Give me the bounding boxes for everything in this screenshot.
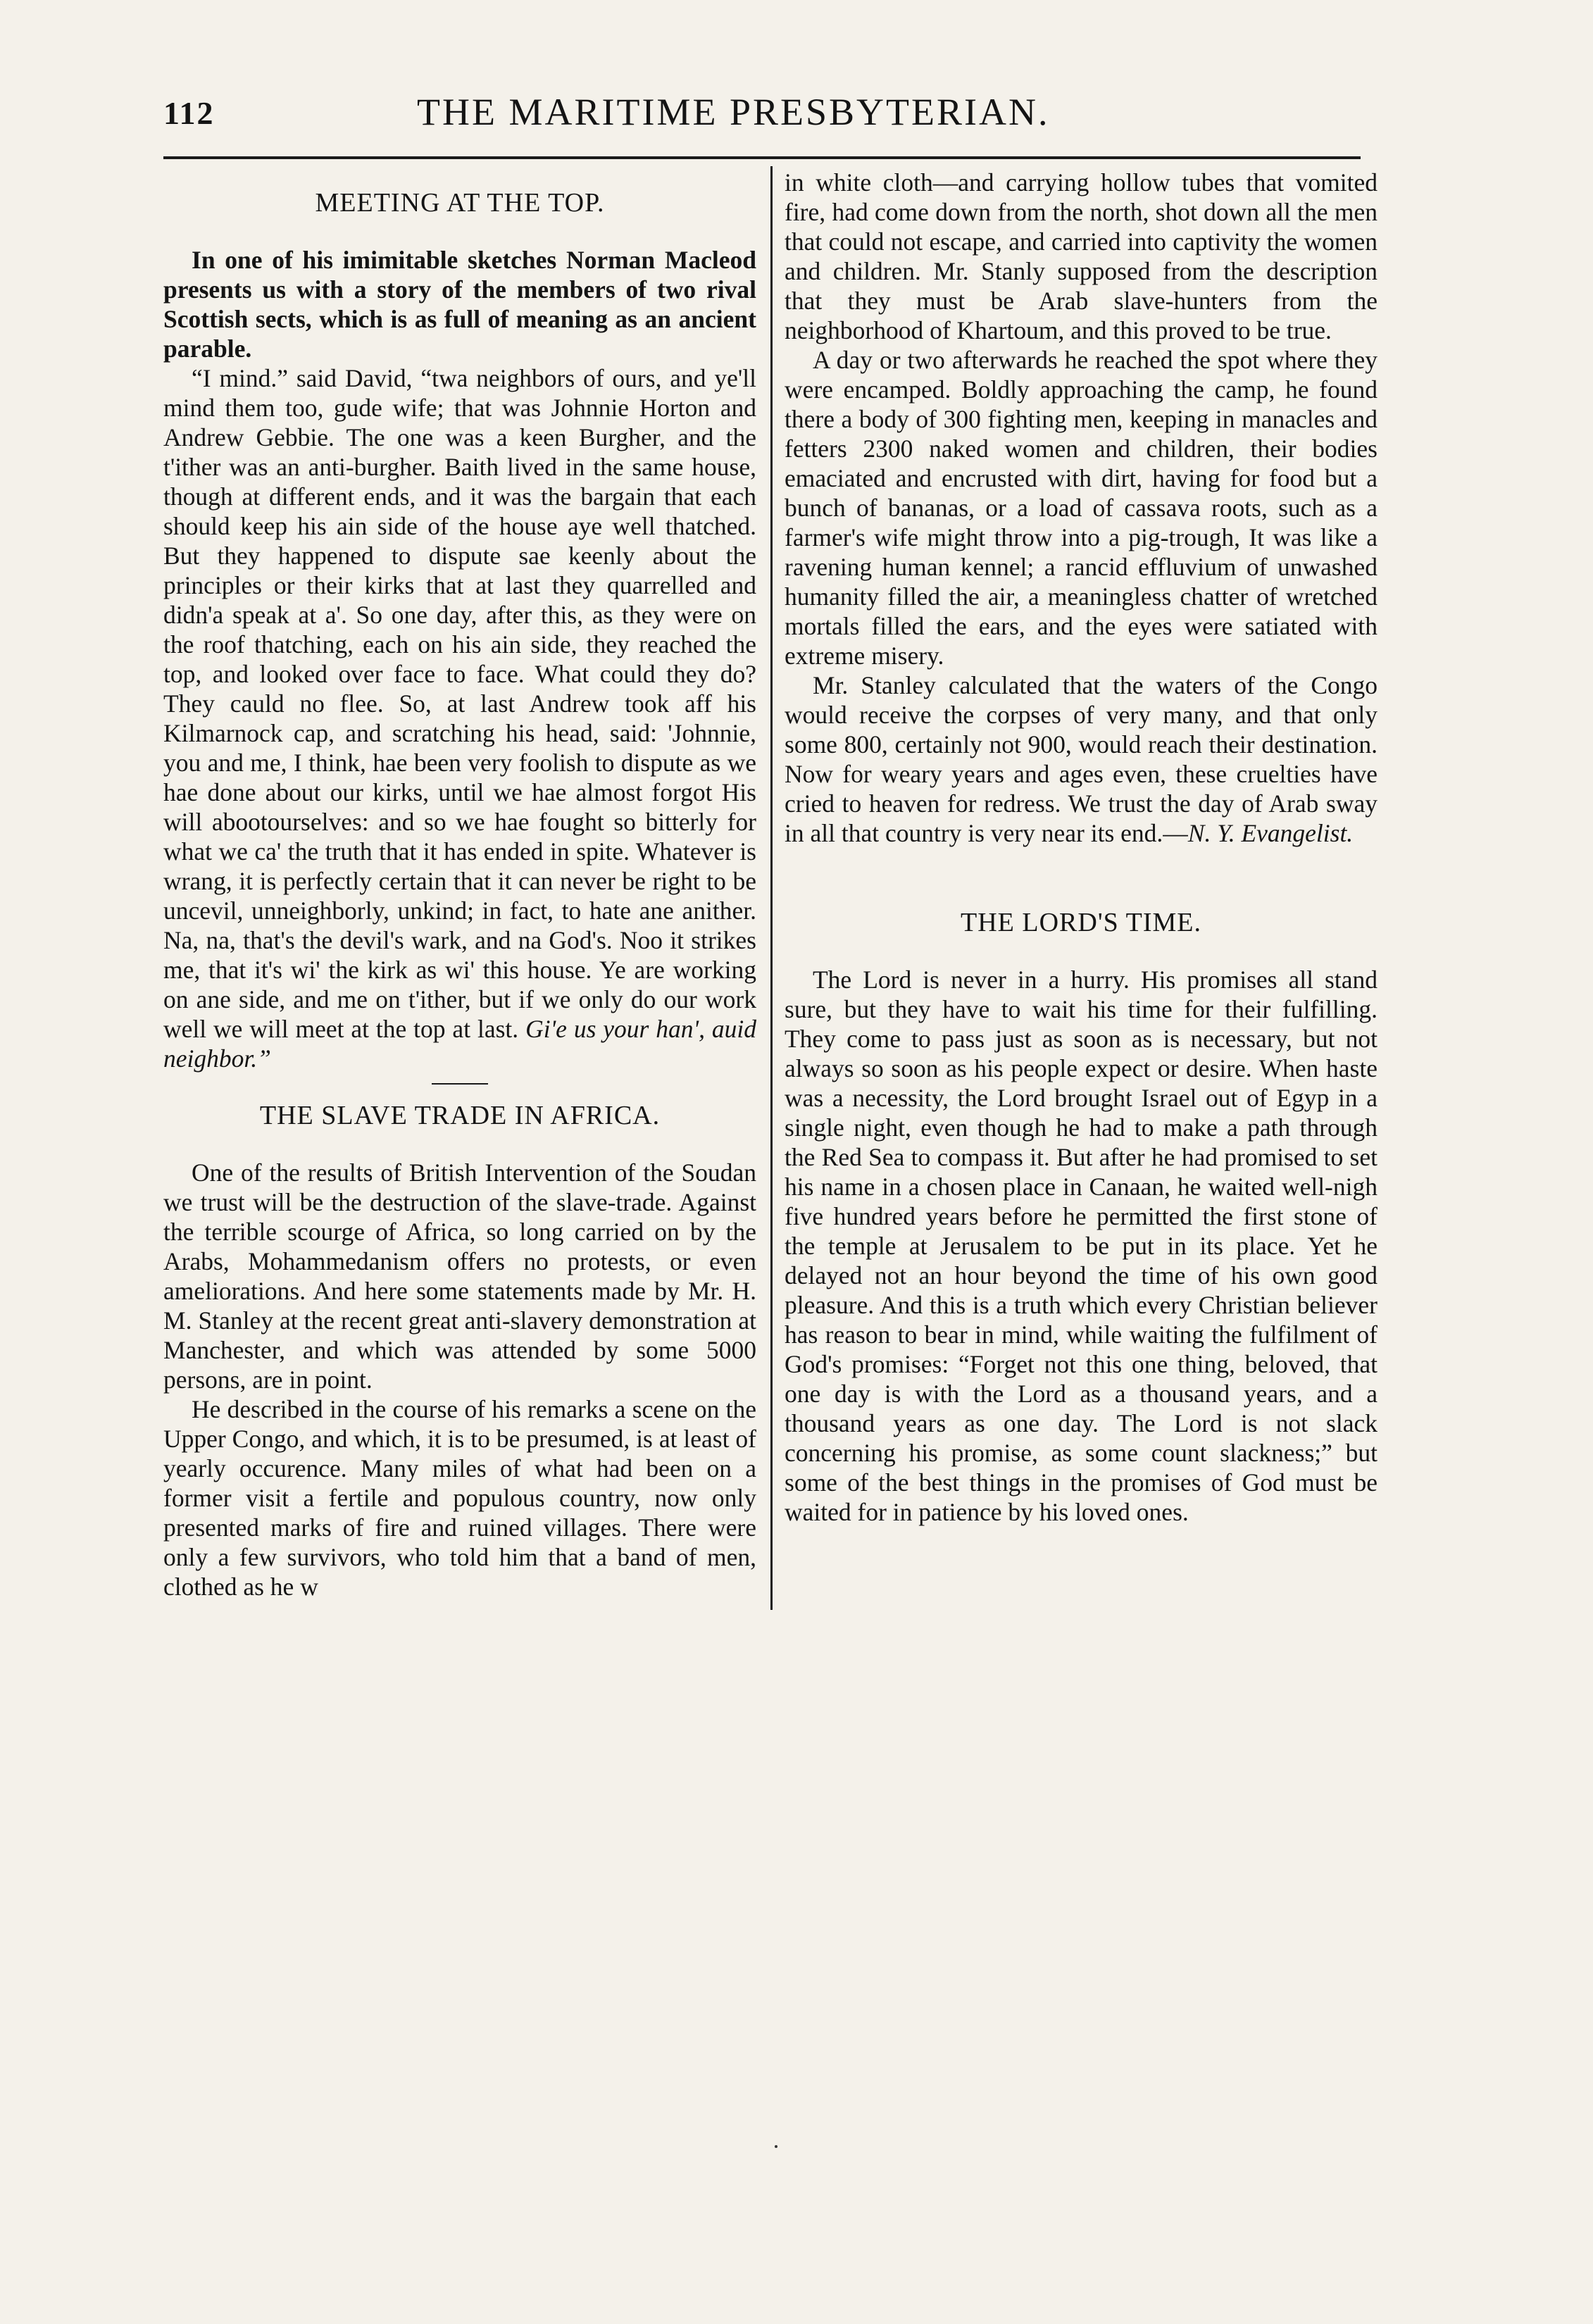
slave-paragraph-2: He described in the course of his remarks a scene on the Upper Congo, and which, it is to be presumed, is at least of yearly occurence. Many miles of what had been on a former visit a fertile and populous country, now only presented marks of fire and ruined villages. There were only a few survivors, who told him that a band of men, clothed as he w <box>163 1395 756 1601</box>
slave-paragraph-4 <box>785 670 1378 848</box>
lords-time-paragraph: The Lord is never in a hurry. His promises all stand sure, but they have to wait his time for their fulfilling. They come to pass just as soon as is necessary, but not always so soon as his people expect or desire. When haste was a necessity, the Lord brought Israel out of Egyp in a single night, even though he had to make a path through the Red Sea to compass it. But after he had promised to set his name in a chosen place in Canaan, he waited well-nigh five hundred years before he permitted the first stone of the temple at Jerusalem to be put in its place. Yet he delayed not an hour beyond the time of his own good pleasure. And this is a truth which every Christian believer has reason to bear in mind, while waiting the fulfilment of God's promises: “Forget not this one thing, beloved, that one day is with the Lord as a thousand years, and a thousand years as one day. The Lord is not slack concerning his promise, as some count slackness;” but some of the best things in the promises of God must be waited for in patience by his loved ones. <box>785 966 1378 1526</box>
page-number: 112 <box>163 95 215 131</box>
slave-paragraph-3: A day or two afterwards he reached the spot where they were encamped. Boldly approaching the camp, he found there a body of 300 fighting men, keeping in manacles and fetters 2300 naked women and children, their bodies emaciated and encrusted with dirt, having for food but a bunch of bananas, or a load of cassava roots, such as a farmer's wife might throw into a pig-trough, It was like a ravening human kennel; a rancid effluvium of unwashed humanity filled the air, a meaningless chatter of wretched mortals filled the ears, and the eyes were satiated with extreme misery. <box>785 346 1378 670</box>
article-title-meeting: MEETING AT THE TOP. <box>315 188 605 218</box>
source-credit: N. Y. Evangelist. <box>1187 819 1354 847</box>
meeting-paragraph-2 <box>163 363 756 1073</box>
header-rule <box>163 156 1361 159</box>
meeting-paragraph-1: In one of his imimitable sketches Norman Macleod presents us with a story of the members of two rival Scottish sects, which is as full of meaning as an ancient parable. <box>163 246 756 363</box>
meeting-paragraph-2-ending: Gi'e us your han', auid neighbor.” <box>163 1015 757 1073</box>
section-rule <box>432 1083 488 1085</box>
meeting-paragraph-2-text: “I mind.” said David, “twa neighbors of ours, and ye'll mind them too, gude wife; that was Johnnie Horton and Andrew Gebbie. The one was a keen Burgher, and the t'ither was an anti-burgher. Baith lived in the same house, though at different ends, and it was the bargain that each should keep his ain side of the house aye well thatched. But they happened to dispute sae keenly about the principles or their kirks that at last they quarrelled and didn'a speak at a'. So one day, after this, as they were on the roof thatching, each on his ain side, they reached the top, and looked over face to face. What could they do? They cauld no flee. So, at last Andrew took aff his Kilmarnock cap, and scratching his head, said: 'Johnnie, you and me, I think, hae been very foolish to dispute as we hae done about our kirks, until we hae almost forgot His will abootourselves: and so we hae fought so bitterly for what we ca' the truth that it has ended in spite. Whatever is wrang, it is perfectly certain that it can never be right to be uncevil, unneighborly, unkind; in fact, to hate ane anither. Na, na, that's the devil's wark, and na God's. Noo it strikes me, that it's wi' the kirk as wi' this house. Ye are working on ane side, and me on t'ither, but if we only do our work well we will meet at the top at last. <box>163 364 756 1043</box>
slave-paragraph-2-continued: in white cloth—and carrying hollow tubes that vomited fire, had come down from the north, shot down all the men that could not escape, and carried into captivity the women and children. Mr. Stanly supposed from the description that they must be Arab slave-hunters from the neighborhood of Khartoum, and this proved to be true. <box>785 168 1378 344</box>
article-title-slave-trade: THE SLAVE TRADE IN AFRICA. <box>259 1101 661 1130</box>
column-divider <box>770 166 773 1610</box>
page-speck <box>775 2145 777 2148</box>
running-title: THE MARITIME PRESBYTERIAN. <box>417 91 1050 133</box>
slave-paragraph-4-text: Mr. Stanley calculated that the waters of the Congo would receive the corpses of very many, and that only some 800, certainly not 900, would reach their destination. Now for weary years and ages even, these cruelties have cried to heaven for redress. We trust the day of Arab sway in all that country is very near its end.— <box>785 671 1378 847</box>
slave-paragraph-1: One of the results of British Intervention of the Soudan we trust will be the destruction of the slave-trade. Against the terrible scourge of Africa, so long carried on by the Arabs, Mohammedanism offers no protests, or even ameliorations. And here some statements made by Mr. H. M. Stanley at the recent great anti-slavery demonstration at Manchester, and which was attended by some 5000 persons, are in point. <box>163 1158 756 1394</box>
page-header <box>163 90 1361 146</box>
left-column <box>163 168 756 1601</box>
article-title-lords-time: THE LORD'S TIME. <box>961 908 1201 937</box>
right-column <box>785 168 1378 1527</box>
section-gap <box>785 848 1378 887</box>
